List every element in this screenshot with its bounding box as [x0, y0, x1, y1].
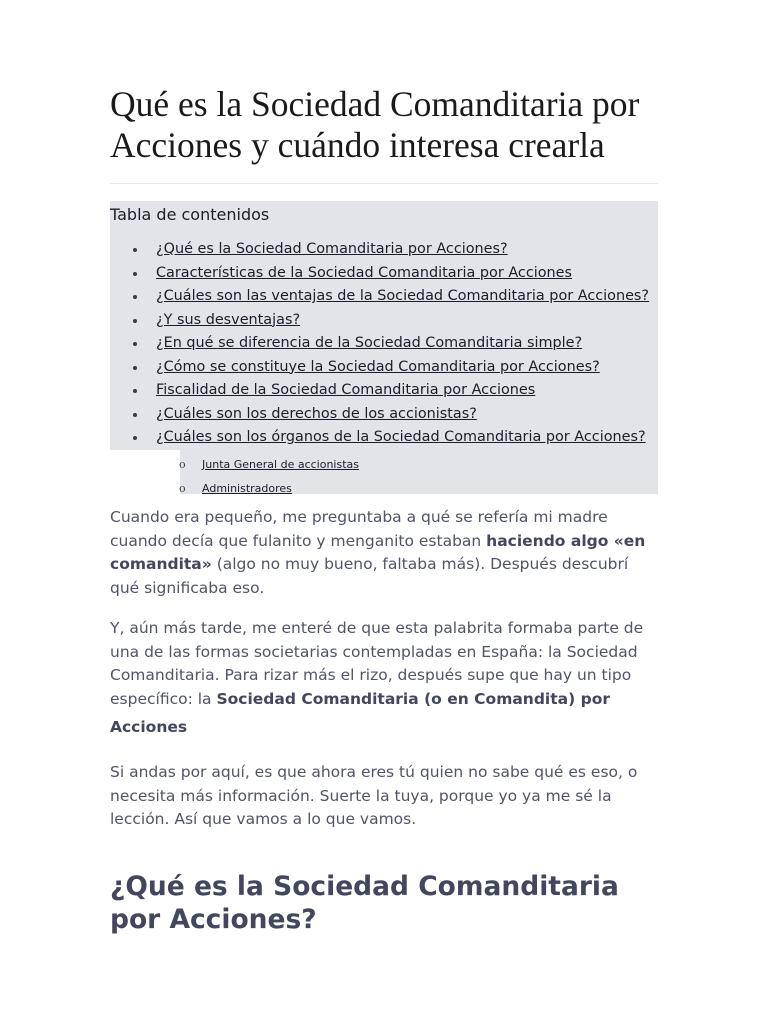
text-line: específico: la [110, 689, 217, 708]
text-line: Comanditaria. Para rizar más el rizo, después supe que hay un tipo [110, 666, 632, 684]
toc-sublink[interactable]: Administradores [202, 482, 292, 495]
section-heading-line-1: ¿Qué es la Sociedad Comanditaria [110, 870, 619, 902]
text-line: una de las formas societarias contempladas en España: la Sociedad [110, 642, 638, 661]
toc-item [110, 332, 649, 356]
toc-item [110, 403, 649, 427]
bullet-icon [133, 413, 137, 417]
toc-link[interactable]: ¿Cuáles son las ventajas de la Sociedad Comanditaria por Acciones? [156, 288, 650, 304]
toc-subitem [110, 453, 359, 477]
toc-item [110, 309, 649, 333]
toc-link[interactable]: Características de la Sociedad Comanditaria por Acciones [156, 264, 573, 281]
bold-phrase: haciendo algo «en [486, 531, 646, 550]
section-heading-line-2: por Acciones? [110, 903, 317, 935]
intro-paragraph-2 [110, 617, 658, 744]
text-line: Si andas por aquí, es que ahora eres tú quien no sabe qué es eso, o [110, 763, 638, 781]
toc-item [110, 285, 649, 309]
bullet-icon [133, 248, 137, 252]
text-line: cuando decía que fulanito y menganito estaban [110, 531, 487, 550]
text-line: Cuando era pequeño, me preguntaba a qué se refería mi madre [110, 508, 608, 526]
toc-sublink[interactable]: Junta General de accionistas [202, 458, 359, 471]
toc-item [110, 426, 649, 450]
toc-title: Tabla de contenidos [110, 205, 270, 224]
bullet-icon [133, 272, 137, 276]
toc-link[interactable]: ¿Cuáles son los órganos de la Sociedad Comanditaria por Acciones? [156, 429, 646, 445]
sub-bullet-icon: o [179, 482, 186, 495]
bold-phrase: Acciones [110, 718, 188, 736]
intro-paragraph-1 [110, 506, 658, 600]
toc-link[interactable]: ¿Cómo se constituye la Sociedad Comanditaria por Acciones? [156, 358, 600, 375]
text-line: Y, aún más tarde, me enteré de que esta palabrita formaba parte de [110, 619, 644, 637]
intro-paragraph-3 [110, 761, 658, 832]
text-line: (algo no muy bueno, faltaba más). Después descubrí [211, 555, 629, 573]
page-title-line-2: Acciones y cuándo interesa crearla [110, 125, 605, 165]
toc-item [110, 379, 649, 403]
bullet-icon [133, 389, 137, 393]
toc-subitem [110, 477, 359, 501]
page-title [110, 84, 658, 166]
bullet-icon [133, 436, 137, 440]
toc-link[interactable]: ¿En qué se diferencia de la Sociedad Comanditaria simple? [156, 335, 583, 351]
table-of-contents [110, 201, 658, 494]
bold-phrase: comandita» [110, 555, 212, 573]
sub-bullet-icon: o [179, 458, 186, 471]
bullet-icon [133, 366, 137, 370]
text-line: necesita más información. Suerte la tuya, porque yo ya me sé la [110, 786, 612, 805]
bullet-icon [133, 342, 137, 346]
toc-link[interactable]: Fiscalidad de la Sociedad Comanditaria por Acciones [156, 382, 536, 398]
bullet-icon [133, 319, 137, 323]
toc-item [110, 356, 649, 380]
toc-link[interactable]: ¿Y sus desventajas? [156, 311, 301, 328]
text-line: lección. Así que vamos a lo que vamos. [110, 810, 417, 828]
bold-phrase: Sociedad Comanditaria (o en Comandita) por [216, 689, 610, 708]
toc-item [110, 238, 649, 262]
toc-link[interactable]: ¿Qué es la Sociedad Comanditaria por Acciones? [156, 241, 508, 257]
text-line: qué significaba eso. [110, 578, 265, 597]
title-divider [110, 183, 658, 184]
toc-item [110, 262, 649, 286]
toc-link[interactable]: ¿Cuáles son los derechos de los accionistas? [156, 405, 477, 422]
toc-list [110, 238, 649, 450]
bullet-icon [133, 295, 137, 299]
page-title-line-1: Qué es la Sociedad Comanditaria por [110, 84, 640, 124]
toc-sublist [110, 453, 359, 501]
article [110, 84, 658, 936]
section-heading [110, 870, 658, 936]
